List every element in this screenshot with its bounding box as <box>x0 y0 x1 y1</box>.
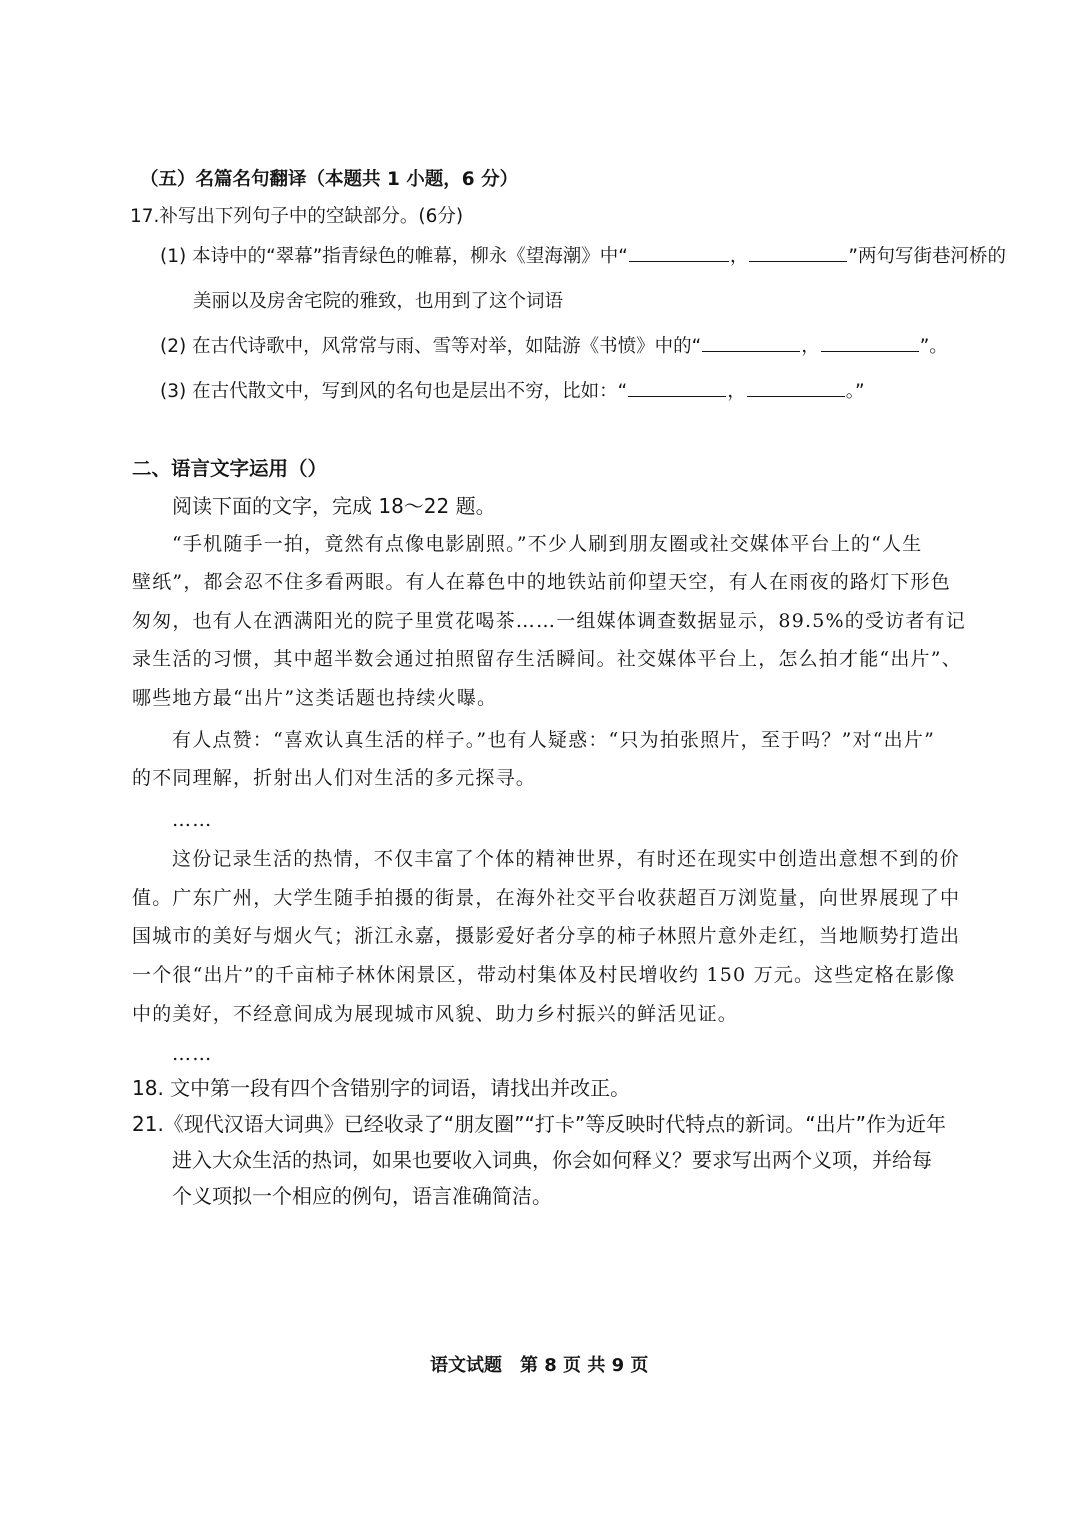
section-2-title: 二、语言文字运用（） <box>132 457 328 480</box>
passage-line: 这份记录生活的热情，不仅丰富了个体的精神世界，有时还在现实中创造出意想不到的价 <box>172 848 960 870</box>
passage-line: 哪些地方最“出片”这类话题也持续火曝。 <box>132 687 498 709</box>
passage-line: 匆匆，也有人在洒满阳光的院子里赏花喝茶……一组媒体调查数据显示，89.5%的受访者有记 <box>132 610 966 632</box>
q17-item2 <box>160 333 948 361</box>
answer-blank[interactable] <box>702 333 800 352</box>
passage-line: “手机随手一拍，竟然有点像电影剧照。”不少人刷到朋友圈或社交媒体平台上的“人生 <box>172 533 923 555</box>
passage-line: 一个很“出片”的千亩柿子林休闲景区，带动村集体及村民增收约 150 万元。这些定格在影像 <box>132 964 956 986</box>
passage-line: 值。广东广州，大学生随手拍摄的街景，在海外社交平台收获超百万浏览量，向世界展现了中 <box>132 887 961 909</box>
answer-blank[interactable] <box>747 378 845 397</box>
passage-ellipsis: …… <box>172 1043 213 1065</box>
passage-line: 的不同理解，折射出人们对生活的多元探寻。 <box>132 767 537 789</box>
separator: ， <box>729 246 749 267</box>
answer-blank[interactable] <box>821 333 919 352</box>
q17-item2-number: (2) <box>160 336 187 357</box>
answer-blank[interactable] <box>628 378 726 397</box>
q17-item2-suffix: ”。 <box>919 336 948 357</box>
page-footer: 语文试题 第 8 页 共 9 页 <box>430 1355 649 1376</box>
q17-title: 17.补写出下列句子中的空缺部分。(6分) <box>130 206 464 227</box>
q21-line: 21.《现代汉语大词典》已经收录了“朋友圈”“打卡”等反映时代特点的新词。“出片”作为近年 <box>132 1112 946 1136</box>
passage-ellipsis: …… <box>172 809 213 831</box>
passage-line: 壁纸”，都会忍不住多看两眼。有人在幕色中的地铁站前仰望天空，有人在雨夜的路灯下形色 <box>132 571 951 593</box>
q21-line: 进入大众生活的热词，如果也要收入词典，你会如何释义？要求写出两个义项，并给每 <box>172 1148 932 1172</box>
q17-item3-prompt: 在古代散文中，写到风的名句也是层出不穷，比如：“ <box>192 381 628 402</box>
passage-line: 国城市的美好与烟火气；浙江永嘉，摄影爱好者分享的柿子林照片意外走红，当地顺势打造出 <box>132 925 961 947</box>
q17-item1 <box>160 243 1006 271</box>
q21-line: 个义项拟一个相应的例句，语言准确简洁。 <box>172 1184 552 1208</box>
q18-text: 18. 文中第一段有四个含错别字的词语，请找出并改正。 <box>132 1076 631 1100</box>
passage-line: 有人点赞：“喜欢认真生活的样子。”也有人疑惑：“只为拍张照片，至于吗？”对“出片” <box>172 729 935 751</box>
q17-item3 <box>160 378 865 406</box>
q17-item2-prompt: 在古代诗歌中，风常常与雨、雪等对举，如陆游《书愤》中的“ <box>192 336 702 357</box>
separator: ， <box>801 336 820 357</box>
q17-item1-prompt: 本诗中的“翠幕”指青绿色的帷幕，柳永《望海潮》中“ <box>192 246 628 267</box>
passage-line: 录生活的习惯，其中超半数会通过拍照留存生活瞬间。社交媒体平台上，怎么拍才能“出片”、 <box>132 648 962 670</box>
q17-item3-suffix: 。” <box>845 381 865 402</box>
passage-line: 中的美好，不经意间成为展现城市风貌、助力乡村振兴的鲜活见证。 <box>132 1003 739 1025</box>
reading-instruction: 阅读下面的文字，完成 18～22 题。 <box>172 494 496 518</box>
q17-item1-number: (1) <box>160 246 187 267</box>
q17-item1-suffix: ”两句写街巷河桥的 <box>848 246 1006 267</box>
answer-blank[interactable] <box>629 243 729 262</box>
q17-item3-number: (3) <box>160 381 187 402</box>
q17-item1-continuation: 美丽以及房舍宅院的雅致，也用到了这个词语 <box>193 291 564 312</box>
separator: ， <box>727 381 746 402</box>
sub-section-title: （五）名篇名句翻译（本题共 1 小题，6 分） <box>140 169 519 190</box>
answer-blank[interactable] <box>749 243 847 262</box>
